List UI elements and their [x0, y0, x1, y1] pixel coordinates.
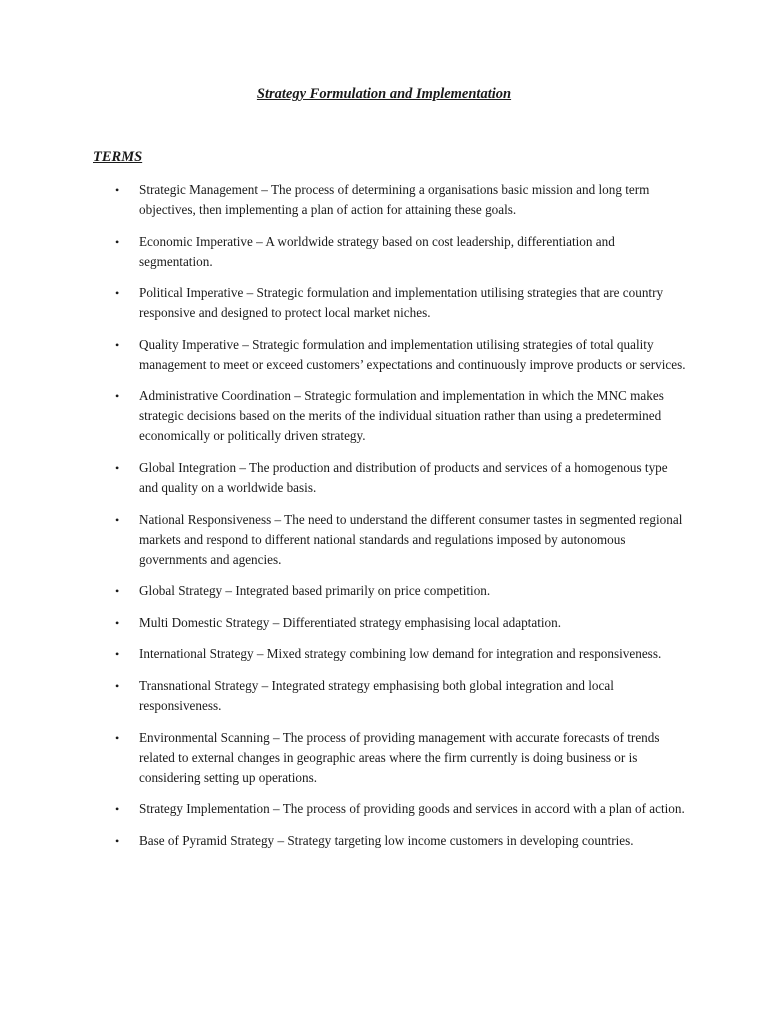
- list-item: [0, 644, 768, 664]
- bullet-icon: •: [115, 647, 120, 662]
- list-item: [0, 613, 768, 633]
- bullet-icon: •: [115, 460, 120, 475]
- list-item: [0, 180, 768, 220]
- list-item: [0, 581, 768, 601]
- list-item: [0, 335, 768, 375]
- term-text: Global Strategy – Integrated based primarily on price competition.: [139, 583, 491, 599]
- list-item: [0, 283, 768, 323]
- bullet-icon: •: [115, 833, 120, 848]
- term-text: Quality Imperative – Strategic formulation and implementation utilising strategies of total quality management to meet or exceed customers’ expectations and continuously improve products or services.: [139, 336, 686, 372]
- bullet-icon: •: [115, 234, 120, 249]
- terms-list: [0, 180, 768, 862]
- list-item: [0, 386, 768, 446]
- bullet-icon: •: [115, 286, 120, 301]
- bullet-icon: •: [115, 678, 120, 693]
- term-text: Administrative Coordination – Strategic formulation and implementation in which the MNC makes strategic decisions based on the merits of the individual situation rather than using a predetermined economically or politically driven strategy.: [139, 388, 664, 444]
- term-text: Political Imperative – Strategic formulation and implementation utilising strategies that are country responsive and designed to protect local market niches.: [139, 285, 664, 321]
- bullet-icon: •: [115, 337, 120, 352]
- term-text: Environmental Scanning – The process of providing management with accurate forecasts of trends related to external changes in geographic areas where the firm currently is doing business or is considering setting up operations.: [139, 729, 660, 785]
- term-text: National Responsiveness – The need to understand the different consumer tastes in segmented regional markets and respond to different national standards and regulations imposed by autonomous governments and agencies.: [139, 511, 683, 567]
- list-item: [0, 458, 768, 498]
- term-text: Economic Imperative – A worldwide strategy based on cost leadership, differentiation and segmentation.: [139, 233, 615, 269]
- list-item: [0, 676, 768, 716]
- list-item: [0, 728, 768, 788]
- list-item: [0, 232, 768, 272]
- bullet-icon: •: [115, 802, 120, 817]
- list-item: [0, 799, 768, 819]
- bullet-icon: •: [115, 389, 120, 404]
- list-item: [0, 510, 768, 570]
- term-text: Multi Domestic Strategy – Differentiated strategy emphasising local adaptation.: [139, 614, 562, 630]
- term-text: Base of Pyramid Strategy – Strategy targeting low income customers in developing countries.: [139, 832, 634, 848]
- bullet-icon: •: [115, 183, 120, 197]
- section-heading-terms: TERMS: [93, 149, 143, 165]
- term-text: Global Integration – The production and distribution of products and services of a homogenous type and quality on a worldwide basis.: [139, 459, 668, 495]
- bullet-icon: •: [115, 584, 120, 599]
- bullet-icon: •: [115, 615, 120, 630]
- bullet-icon: •: [115, 512, 120, 527]
- term-text: Strategy Implementation – The process of providing goods and services in accord with a plan of action.: [139, 801, 685, 817]
- term-text: Strategic Management – The process of determining a organisations basic mission and long term objectives, then implementing a plan of action for attaining these goals.: [139, 182, 650, 217]
- term-text: International Strategy – Mixed strategy combining low demand for integration and responsiveness.: [139, 646, 662, 662]
- bullet-icon: •: [115, 730, 120, 745]
- list-item: [0, 831, 768, 851]
- document-title: Strategy Formulation and Implementation: [256, 86, 512, 102]
- term-text: Transnational Strategy – Integrated strategy emphasising both global integration and local responsiveness.: [139, 677, 614, 713]
